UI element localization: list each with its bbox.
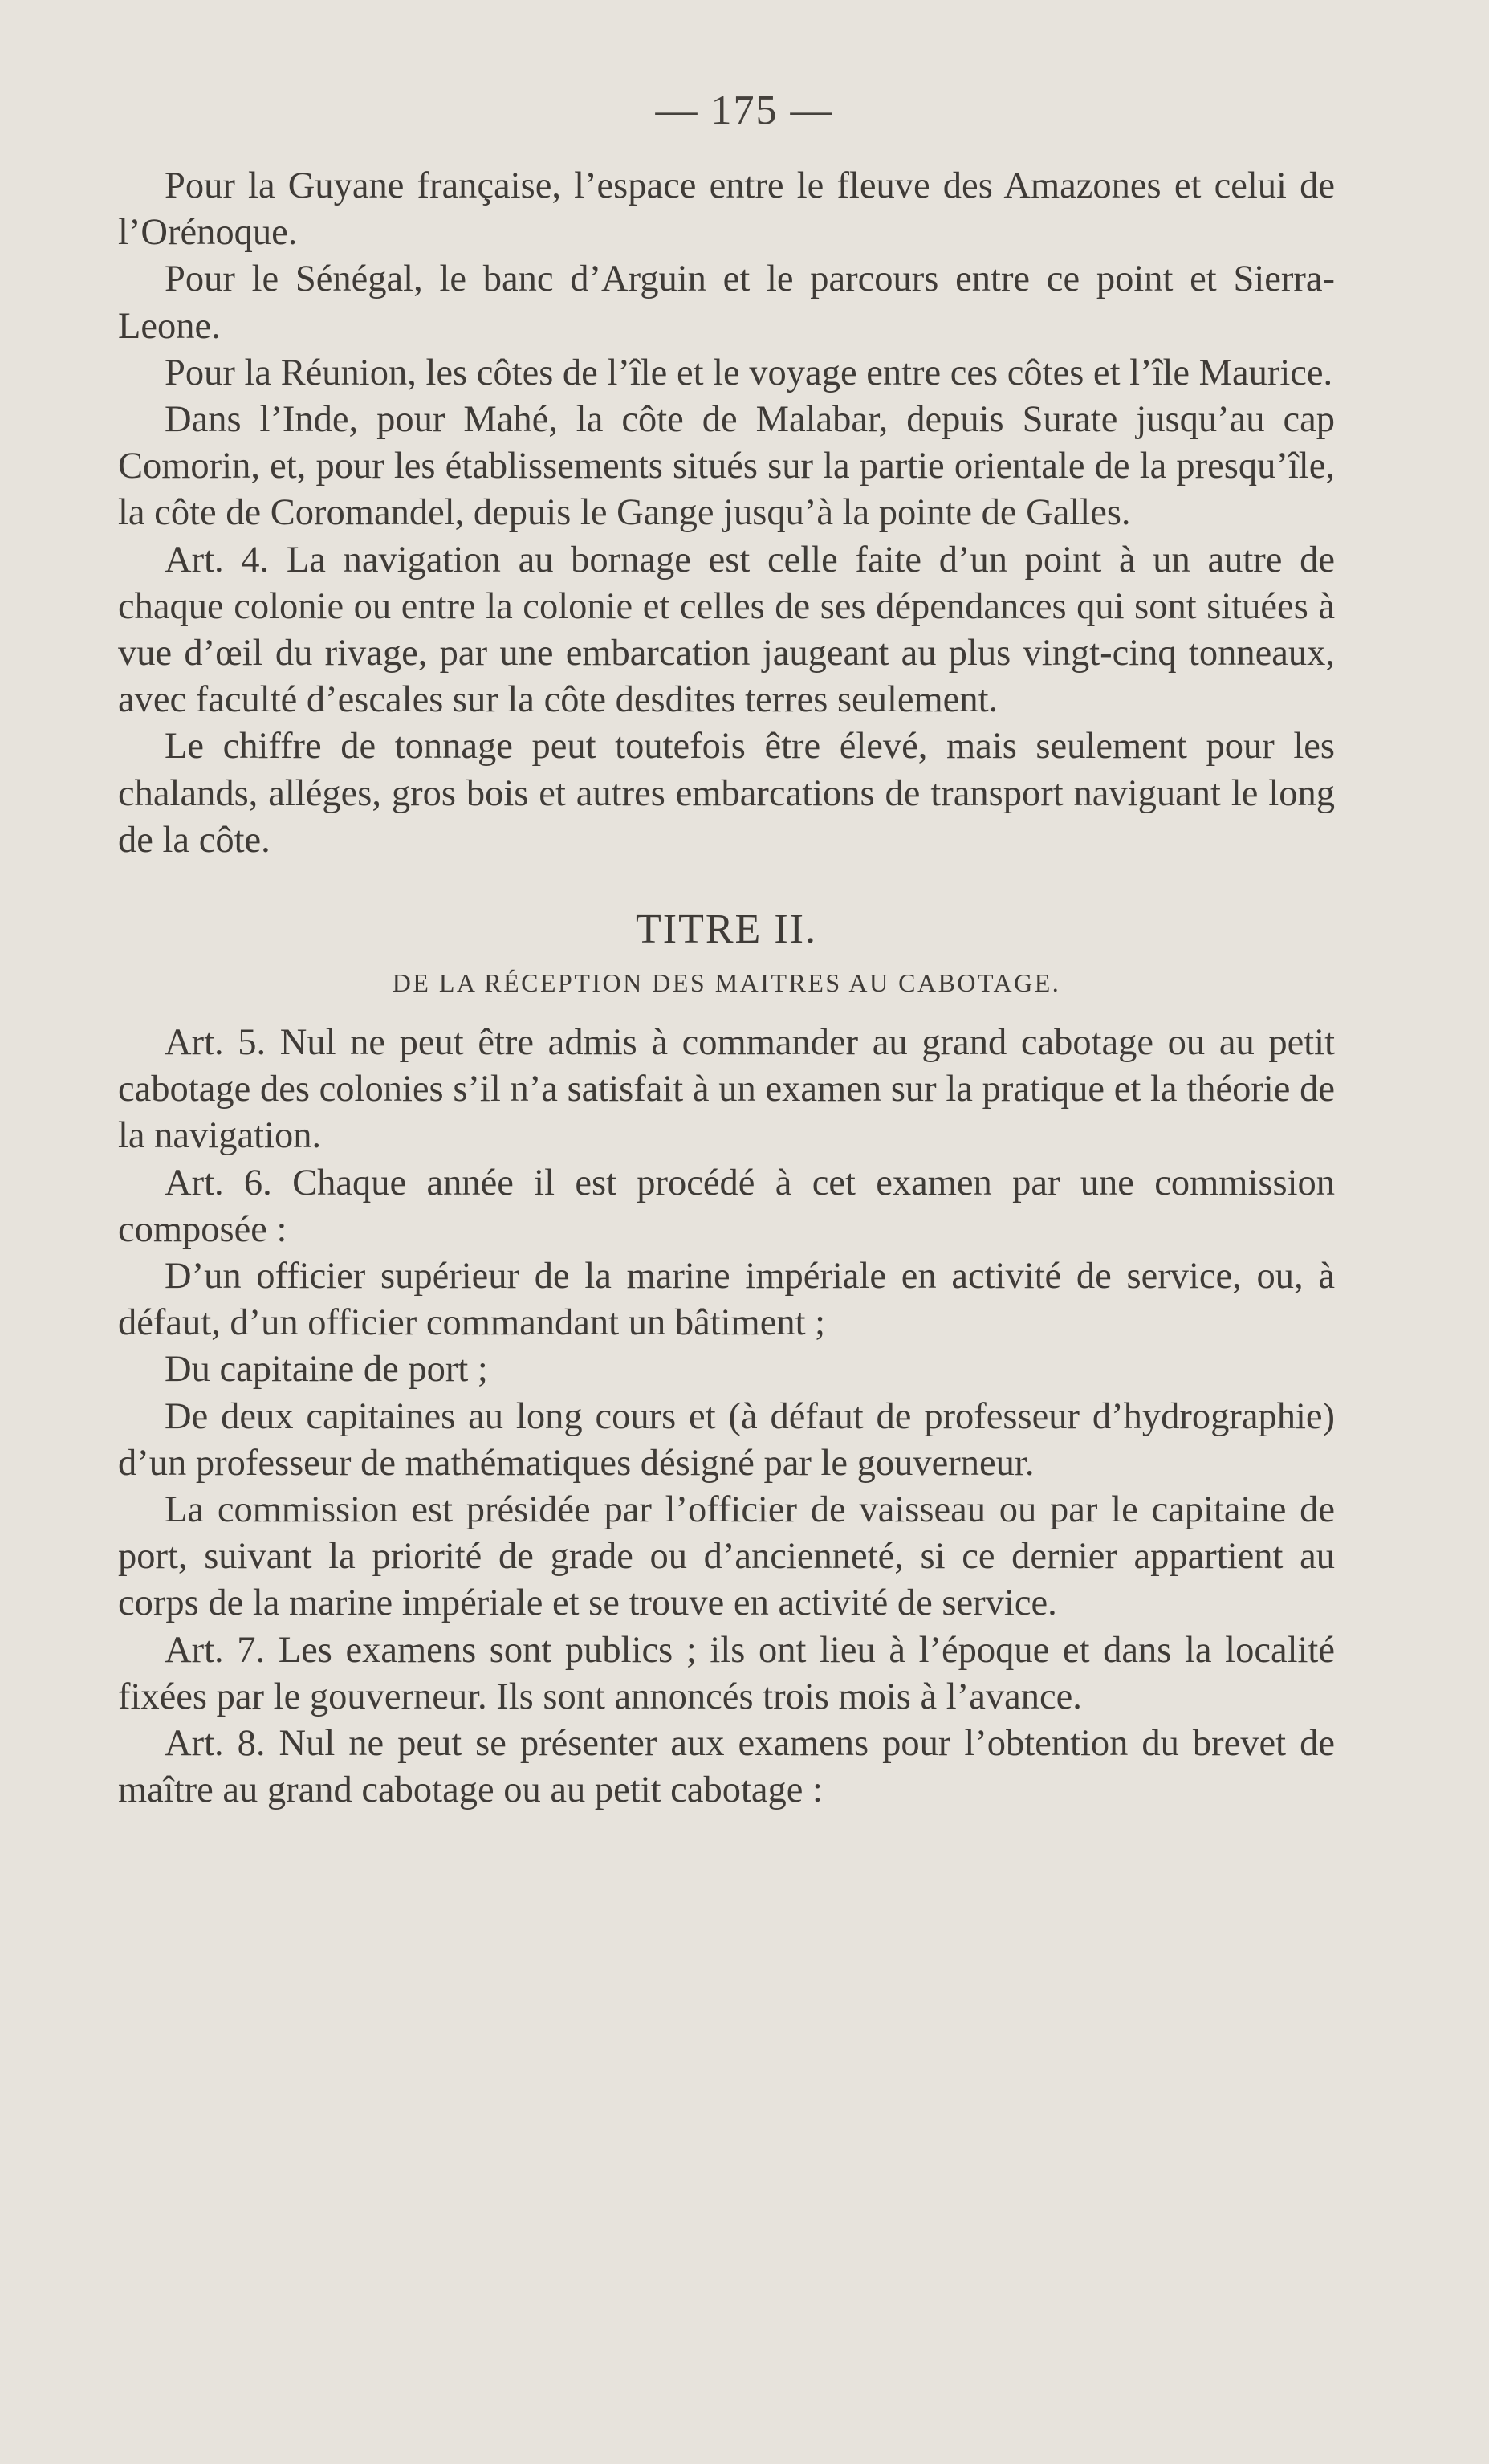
paragraph-art-7: Art. 7. Les examens sont publics ; ils ont lieu à l’époque et dans la localité fixées par le gouverneur. Ils sont annoncés trois mois à l’avance. — [118, 1629, 1335, 1717]
paragraph-art-6: Art. 6. Chaque année il est procédé à cet examen par une commission composée : — [118, 1162, 1335, 1250]
paragraph: Pour la Guyane française, l’espace entre le fleuve des Amazones et celui de l’Orénoque. — [118, 165, 1335, 254]
paragraph-art-4: Art. 4. La navigation au bornage est celle faite d’un point à un autre de chaque colonie ou entre la colonie et celles de ses dépendances qui sont situées à vue d’œil du rivage, par une embarcation jaugeant au plus vingt-cinq tonneaux, avec faculté d’escales sur la côte desdites terres seulement. — [118, 539, 1335, 721]
section-subtitle: DE LA RÉCEPTION DES MAITRES AU CABOTAGE. — [392, 968, 1061, 998]
paragraph: Pour le Sénégal, le banc d’Arguin et le parcours entre ce point et Sierra-Leone. — [118, 259, 1335, 347]
section-title: TITRE II. — [636, 906, 817, 953]
paragraph: Du capitaine de port ; — [165, 1349, 488, 1391]
paragraph-art-5: Art. 5. Nul ne peut être admis à commander au grand cabotage ou au petit cabotage des colonies s’il n’a satisfait à un examen sur la pratique et la théorie de la navigation. — [118, 1022, 1335, 1157]
paragraph-art-8: Art. 8. Nul ne peut se présenter aux examens pour l’obtention du brevet de maître au grand cabotage ou au petit cabotage : — [118, 1723, 1335, 1811]
page-number: — 175 — — [655, 88, 834, 133]
paragraph: Dans l’Inde, pour Mahé, la côte de Malabar, depuis Surate jusqu’au cap Comorin, et, pour les établissements situés sur la partie orientale de la presqu’île, la côte de Coromandel, depuis le Gange jusqu’à la pointe de Galles. — [118, 399, 1335, 534]
paragraph: De deux capitaines au long cours et (à défaut de professeur d’hydrographie) d’un professeur de mathématiques désigné par le gouverneur. — [118, 1395, 1335, 1484]
paragraph: Pour la Réunion, les côtes de l’île et le voyage entre ces côtes et l’île Maurice. — [165, 352, 1333, 393]
paragraph: Le chiffre de tonnage peut toutefois être élevé, mais seulement pour les chalands, alléges, gros bois et autres embarcations de transport naviguant le long de la côte. — [118, 726, 1335, 861]
body-text — [118, 163, 1335, 1814]
paragraph: D’un officier supérieur de la marine impériale en activité de service, ou, à défaut, d’un officier commandant un bâtiment ; — [118, 1256, 1335, 1344]
paragraph: La commission est présidée par l’officier de vaisseau ou par le capitaine de port, suivant la priorité de grade ou d’ancienneté, si ce dernier appartient au corps de la marine impériale et se trouve en activité de service. — [118, 1489, 1335, 1624]
